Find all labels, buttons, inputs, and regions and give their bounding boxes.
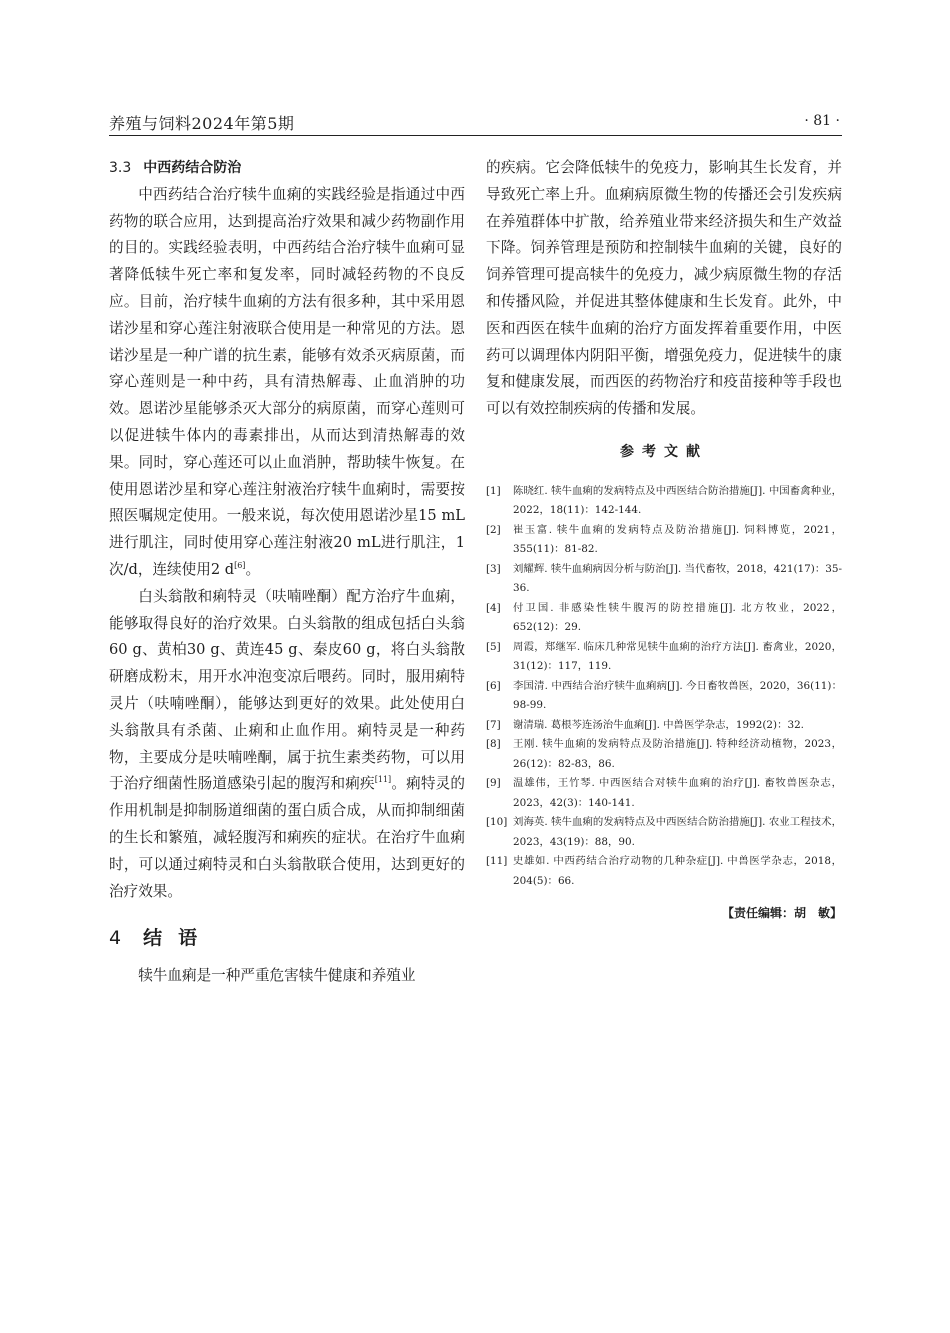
- reference-text: 陈晓红. 犊牛血痢的发病特点及中西医结合防治措施[J]. 中国畜禽种业，2022，18(11)：142-144.: [513, 484, 842, 517]
- reference-text: 温雄伟，王竹琴. 中西医结合对犊牛血痢的治疗[J]. 畜牧兽医杂志，2023，42(3)：140-141.: [513, 777, 842, 809]
- reference-item: [486, 638, 842, 677]
- reference-text: 刘海英. 犊牛血痢的发病特点及中西医结合防治措施[J]. 农业工程技术，2023，43(19)：88，90.: [513, 816, 842, 848]
- paragraph-text: 。: [245, 560, 261, 578]
- reference-list: [486, 482, 842, 892]
- reference-text: 王刚. 犊牛血痢的发病特点及防治措施[J]. 特种经济动植物，2023，26(12)：82-83，86.: [513, 738, 842, 770]
- reference-text: 李国清. 中西结合治疗犊牛血痢病[J]. 今日畜牧兽医，2020，36(11)：98-99.: [513, 679, 842, 712]
- reference-item: [486, 521, 842, 560]
- paragraph-text: 。痢特灵的作用机制是抑制肠道细菌的蛋白质合成，从而抑制细菌的生长和繁殖，减轻腹泻和痢疾的症状。在治疗牛血痢时，可以通过痢特灵和白头翁散联合使用，达到更好的治疗效果。: [109, 775, 465, 900]
- reference-number: [6]: [486, 679, 501, 692]
- section-title: 结语: [143, 927, 214, 950]
- reference-text: 周霞，郑继军. 临床几种常见犊牛血痢的治疗方法[J]. 畜禽业，2020，31(12)：117，119.: [513, 640, 842, 673]
- reference-number: [2]: [486, 523, 501, 536]
- reference-number: [1]: [486, 484, 501, 497]
- section-title: 中西药结合防治: [143, 160, 242, 176]
- reference-text: 史雄如. 中西药结合治疗动物的几种杂症[J]. 中兽医学杂志，2018，204(5)：66.: [513, 855, 842, 887]
- reference-number: [10]: [486, 816, 508, 829]
- right-column: [486, 155, 842, 923]
- section-number: 4: [109, 927, 122, 950]
- running-header: [109, 109, 842, 136]
- references-heading: 参考文献: [620, 443, 708, 460]
- reference-text: 谢清瑞. 葛根芩连汤治牛血痢[J]. 中兽医学杂志，1992(2)：32.: [513, 718, 804, 731]
- section-heading-3-3: [109, 155, 465, 182]
- citation: [11]: [374, 775, 392, 785]
- reference-text: 刘耀辉. 犊牛血痢病因分析与防治[J]. 当代畜牧，2018，421(17)：35-36.: [513, 562, 842, 595]
- body-paragraph: 犊牛血痢是一种严重危害犊牛健康和养殖业: [138, 967, 416, 985]
- journal-title: 养殖与饲料2024年第5期: [109, 114, 295, 133]
- reference-number: [4]: [486, 601, 501, 614]
- reference-text: 付卫国. 非感染性犊牛腹泻的防控措施[J]. 北方牧业，2022，652(12)：29.: [513, 601, 842, 634]
- reference-number: [5]: [486, 640, 501, 653]
- body-paragraph: 的疾病。它会降低犊牛的免疫力，影响其生长发育，并导致死亡率上升。血痢病原微生物的传播还会引发疾病在养殖群体中扩散，给养殖业带来经济损失和生产效益下降。饲养管理是预防和控制犊牛血痢的关键，良好的饲养管理可提高犊牛的免疫力，减少病原微生物的存活和传播风险，并促进其整体健康和生长发育。此外，中医和西医在犊牛血痢的治疗方面发挥着重要作用，中医药可以调理体内阴阳平衡，增强免疫力，促进犊牛的康复和健康发展，而西医的药物治疗和疫苗接种等手段也可以有效控制疾病的传播和发展。: [486, 159, 842, 418]
- reference-item: [486, 560, 842, 599]
- reference-item: [486, 677, 842, 716]
- left-column: [109, 155, 465, 990]
- reference-item: [486, 813, 842, 852]
- reference-item: [486, 852, 842, 891]
- reference-item: [486, 716, 842, 736]
- paragraph-text: 中西药结合治疗犊牛血痢的实践经验是指通过中西药物的联合应用，达到提高治疗效果和减少药物副作用的目的。实践经验表明，中西药结合治疗犊牛血痢可显著降低犊牛死亡率和复发率，同时减轻药物的不良反应。目前，治疗犊牛血痢的方法有很多种，其中采用恩诺沙星和穿心莲注射液联合使用是一种常见的方法。恩诺沙星是一种广谱的抗生素，能够有效杀灭病原菌，而穿心莲则是一种中药，具有清热解毒、止血消肿的功效。恩诺沙星能够杀灭大部分的病原菌，而穿心莲则可以促进犊牛体内的毒素排出，从而达到清热解毒的效果。同时，穿心莲还可以止血消肿，帮助犊牛恢复。在使用恩诺沙星和穿心莲注射液治疗犊牛血痢时，需要按照医嘱规定使用。一般来说，每次使用恩诺沙星15 mL进行肌注，同时使用穿心莲注射液20 mL进行肌注，1次/d，连续使用2 d: [109, 185, 465, 578]
- reference-number: [8]: [486, 738, 501, 751]
- reference-number: [7]: [486, 718, 501, 731]
- reference-item: [486, 774, 842, 813]
- body-paragraph: [109, 584, 465, 906]
- reference-text: 崔玉富. 犊牛血痢的发病特点及防治措施[J]. 饲料博览，2021，355(11)：81-82.: [513, 523, 842, 556]
- section-number: 3.3: [109, 160, 132, 176]
- section-heading-4: [109, 923, 465, 953]
- reference-item: [486, 735, 842, 774]
- reference-number: [9]: [486, 777, 501, 790]
- reference-item: [486, 482, 842, 521]
- body-paragraph: [109, 182, 465, 584]
- reference-number: [3]: [486, 562, 501, 575]
- citation: [6]: [234, 560, 246, 570]
- reference-item: [486, 599, 842, 638]
- paragraph-text: 白头翁散和痢特灵（呋喃唑酮）配方治疗牛血痢，能够取得良好的治疗效果。白头翁散的组成包括白头翁60 g、黄柏30 g、黄连45 g、秦皮60 g，将白头翁散研磨成粉末，用开水冲泡变凉后喂药。同时，服用痢特灵片（呋喃唑酮），能够达到更好的效果。此处使用白头翁散具有杀菌、止痢和止血作用。痢特灵是一种药物，主要成分是呋喃唑酮，属于抗生素类药物，可以用于治疗细菌性肠道感染引起的腹泻和痢疾: [109, 587, 465, 793]
- reference-number: [11]: [486, 855, 508, 868]
- page-number: · 81 ·: [804, 113, 840, 129]
- editor-note: 【责任编辑：胡 敏】: [721, 906, 842, 921]
